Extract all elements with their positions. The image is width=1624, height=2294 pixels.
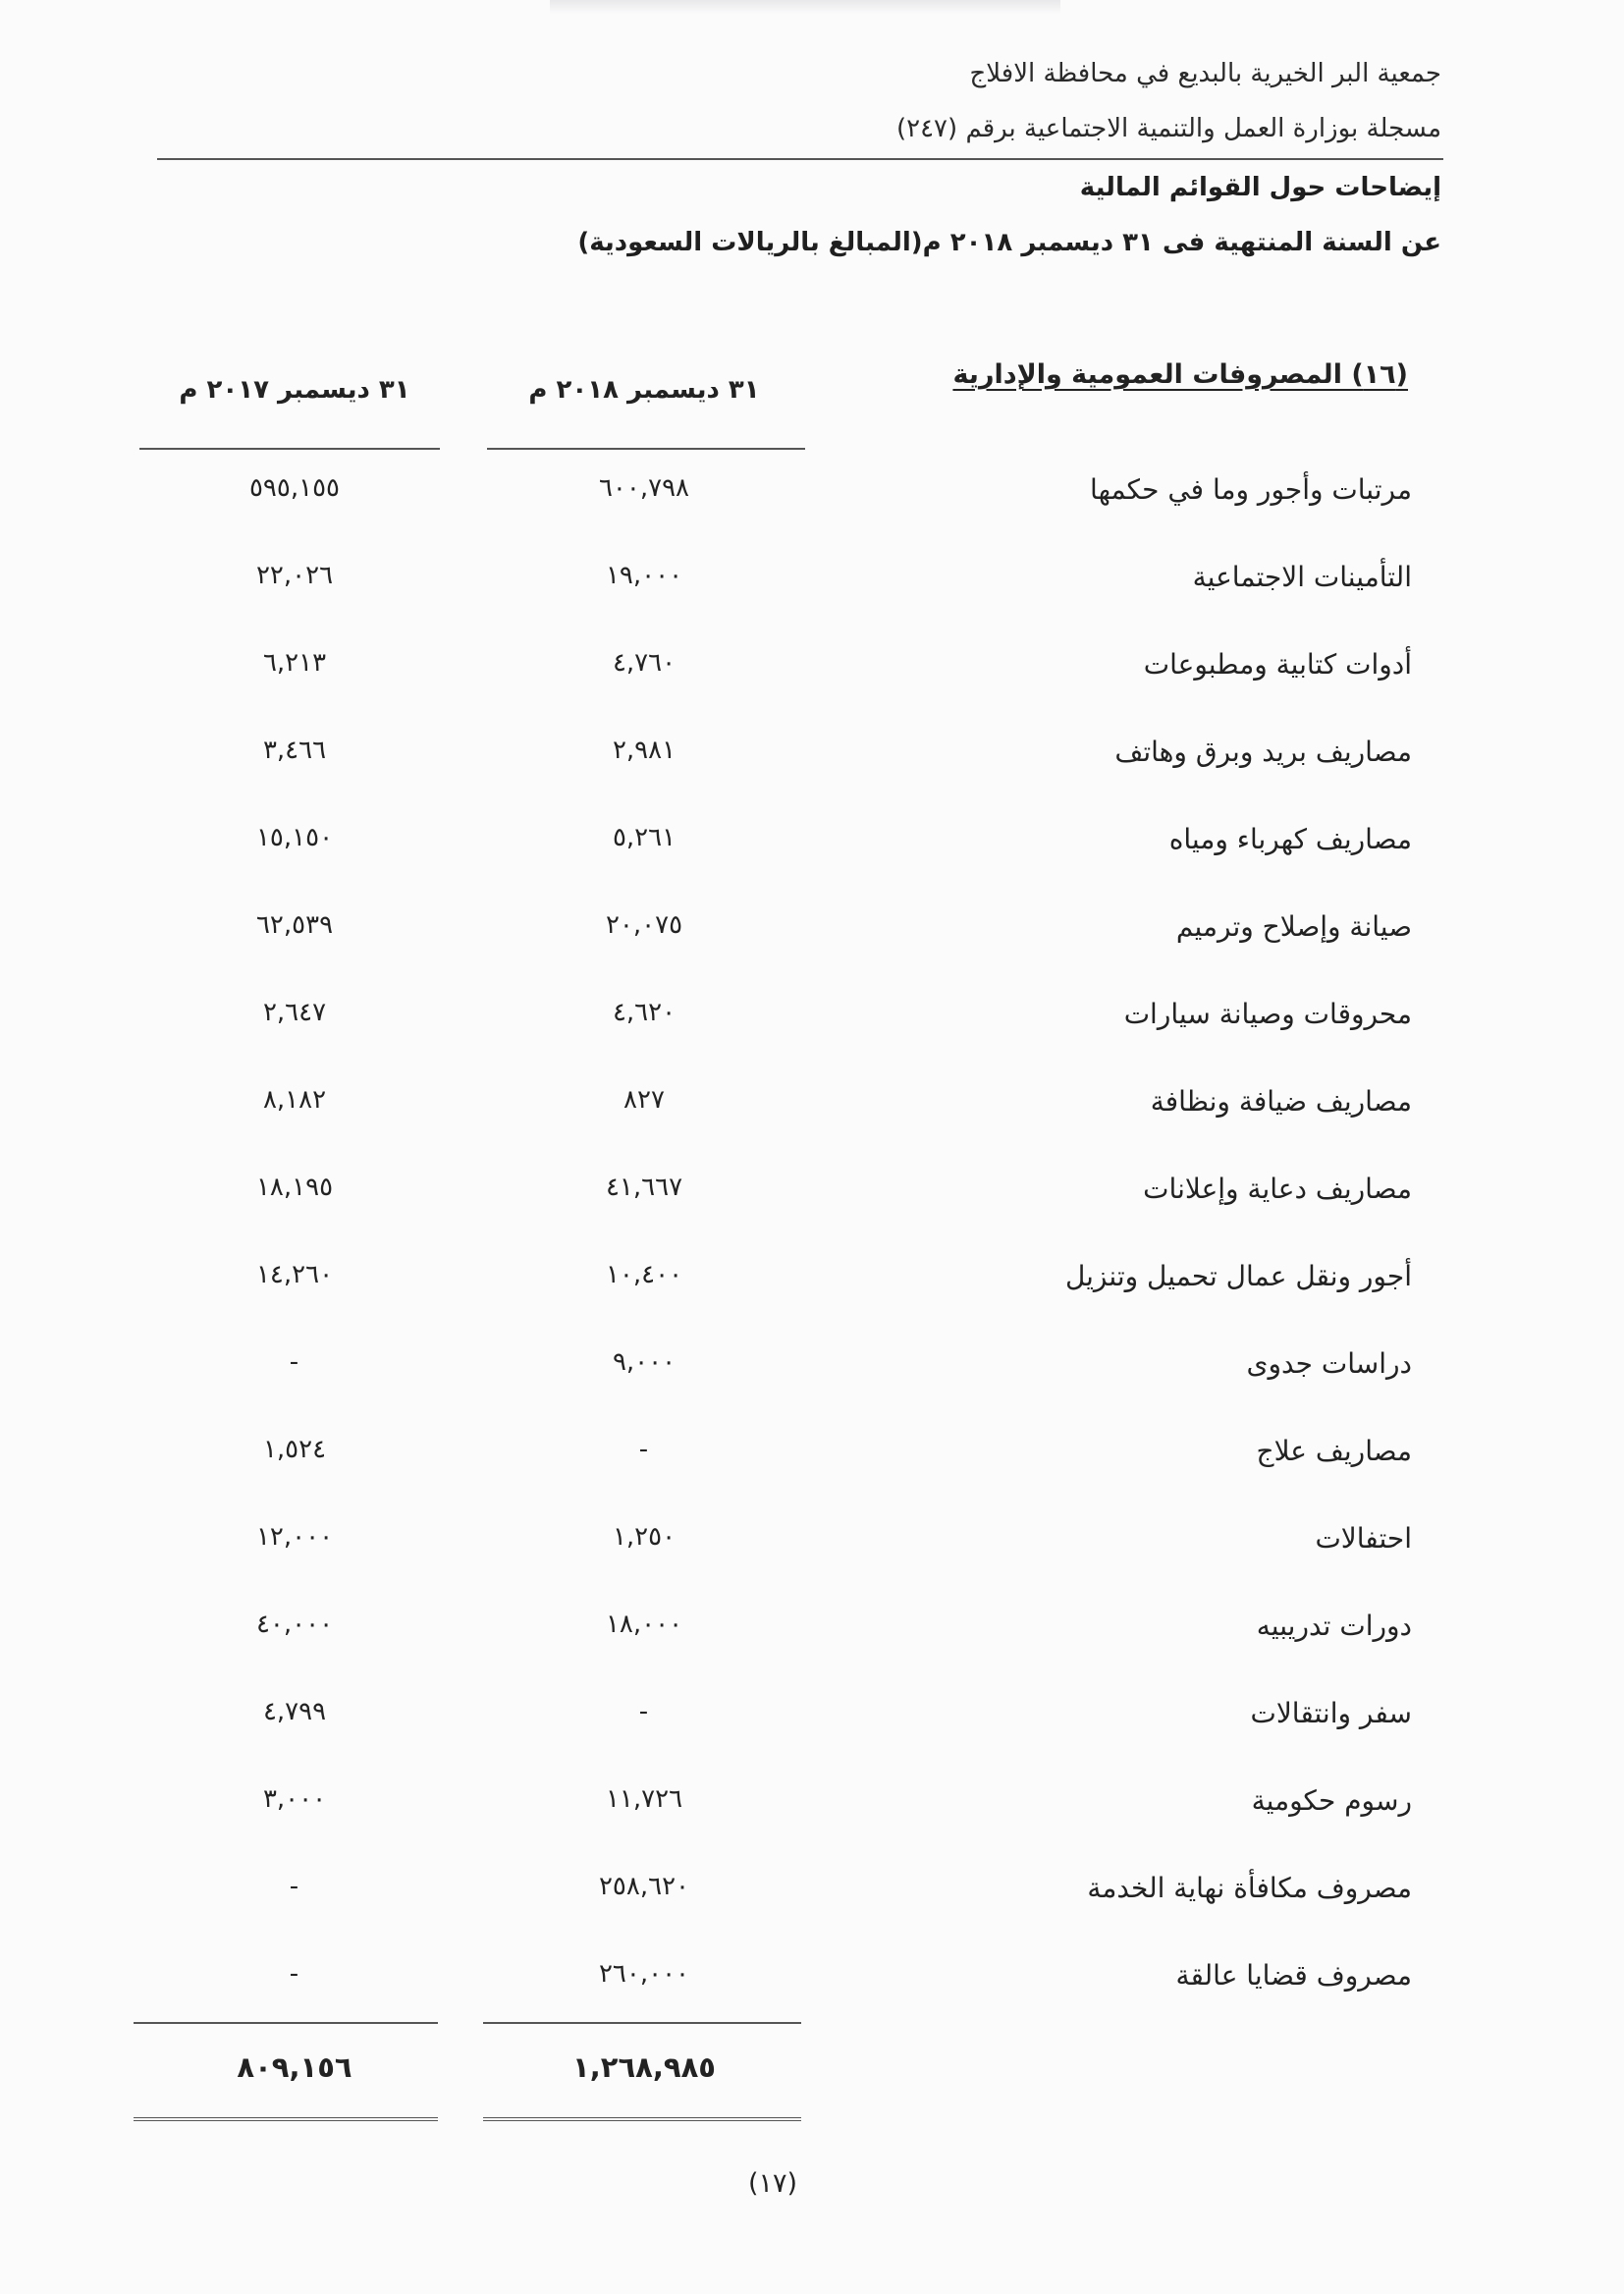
value-2017: ١,٥٢٤ — [262, 1435, 327, 1464]
total-top-rule-2017 — [134, 2022, 438, 2024]
row-label: دورات تدريبيه — [1256, 1610, 1412, 1642]
row-label: التأمينات الاجتماعية — [1192, 561, 1412, 593]
period-line: عن السنة المنتهية فى ٣١ ديسمبر ٢٠١٨ م(المبالغ بالريالات السعودية) — [577, 228, 1441, 257]
table-row — [0, 1435, 1624, 1474]
value-2017: - — [289, 1347, 300, 1377]
value-2018: - — [638, 1435, 650, 1464]
header-underline-2017 — [139, 448, 440, 450]
total-double-rule-2017 — [134, 2117, 438, 2121]
table-row — [0, 910, 1624, 950]
value-2018: ٤,٦٢٠ — [612, 998, 677, 1027]
value-2017: ٣,٤٦٦ — [262, 736, 327, 765]
notes-title: إيضاحات حول القوائم المالية — [1079, 173, 1441, 202]
row-label: مصروف قضايا عالقة — [1175, 1959, 1412, 1992]
header-divider — [157, 158, 1443, 160]
table-row — [0, 1959, 1624, 1998]
table-row — [0, 1260, 1624, 1299]
page-number: (١٧) — [747, 2168, 798, 2199]
table-row — [0, 1784, 1624, 1824]
table-row — [0, 998, 1624, 1037]
value-2017: ٤,٧٩٩ — [262, 1697, 327, 1726]
value-2017: - — [289, 1959, 300, 1989]
value-2018: ١٩,٠٠٠ — [605, 561, 683, 590]
row-label: مصاريف دعاية وإعلانات — [1143, 1173, 1412, 1205]
table-row — [0, 1610, 1624, 1649]
row-label: صيانة وإصلاح وترميم — [1175, 910, 1412, 943]
value-2018: ٢٦٠,٠٠٠ — [598, 1959, 690, 1989]
column-header-2018: ٣١ ديسمبر ٢٠١٨ م — [528, 375, 760, 405]
value-2018: ١٨,٠٠٠ — [605, 1610, 683, 1639]
header-underline-2018 — [487, 448, 805, 450]
value-2017: ٦٢,٥٣٩ — [255, 910, 334, 940]
row-label: رسوم حكومية — [1251, 1784, 1412, 1817]
row-label: مرتبات وأجور وما في حكمها — [1090, 473, 1412, 506]
table-row — [0, 1522, 1624, 1561]
value-2018: ٥,٢٦١ — [612, 823, 677, 852]
value-2018: ٩,٠٠٠ — [612, 1347, 677, 1377]
total-row — [0, 2050, 1624, 2090]
row-label: مصروف مكافأة نهاية الخدمة — [1087, 1872, 1412, 1904]
row-label: دراسات جدوى — [1246, 1347, 1412, 1380]
table-row — [0, 1173, 1624, 1212]
value-2017: ٥٩٥,١٥٥ — [248, 473, 341, 503]
scan-shadow — [550, 0, 1060, 14]
value-2017: ١٨,١٩٥ — [255, 1173, 334, 1202]
value-2017: - — [289, 1872, 300, 1901]
total-2017: ٨٠٩,١٥٦ — [237, 2050, 352, 2084]
column-header-2017: ٣١ ديسمبر ٢٠١٧ م — [179, 375, 410, 405]
value-2017: ٨,١٨٢ — [262, 1085, 327, 1115]
value-2018: ١,٢٥٠ — [612, 1522, 677, 1552]
row-label: أجور ونقل عمال تحميل وتنزيل — [1064, 1260, 1412, 1292]
row-label: مصاريف علاج — [1256, 1435, 1412, 1467]
table-row — [0, 1697, 1624, 1736]
value-2017: ٤٠,٠٠٠ — [255, 1610, 334, 1639]
table-row — [0, 1347, 1624, 1387]
registration-line: مسجلة بوزارة العمل والتنمية الاجتماعية برقم (٢٤٧) — [895, 114, 1441, 143]
section-title: (١٦) المصروفات العمومية والإدارية — [952, 359, 1408, 390]
table-row — [0, 736, 1624, 775]
value-2018: ٨٢٧ — [623, 1085, 665, 1115]
row-label: مصاريف ضيافة ونظافة — [1150, 1085, 1412, 1118]
value-2017: ٣,٠٠٠ — [262, 1784, 327, 1814]
value-2018: ٤,٧٦٠ — [612, 648, 677, 678]
value-2018: ٦٠٠,٧٩٨ — [598, 473, 690, 503]
table-row — [0, 561, 1624, 600]
value-2018: ٢٥٨,٦٢٠ — [598, 1872, 690, 1901]
table-row — [0, 1872, 1624, 1911]
row-label: مصاريف كهرباء ومياه — [1168, 823, 1412, 855]
value-2017: ١٤,٢٦٠ — [255, 1260, 334, 1289]
org-name: جمعية البر الخيرية بالبديع في محافظة الافلاج — [969, 59, 1441, 88]
row-label: محروقات وصيانة سيارات — [1123, 998, 1412, 1030]
row-label: احتفالات — [1315, 1522, 1412, 1555]
value-2018: ١١,٧٢٦ — [605, 1784, 683, 1814]
table-row — [0, 473, 1624, 513]
value-2018: ٢٠,٠٧٥ — [605, 910, 683, 940]
value-2017: ١٥,١٥٠ — [255, 823, 334, 852]
total-top-rule-2018 — [483, 2022, 801, 2024]
table-row — [0, 823, 1624, 862]
table-row — [0, 1085, 1624, 1124]
row-label: مصاريف بريد وبرق وهاتف — [1114, 736, 1412, 768]
value-2017: ١٢,٠٠٠ — [255, 1522, 334, 1552]
value-2017: ٢,٦٤٧ — [262, 998, 327, 1027]
value-2018: ٢,٩٨١ — [612, 736, 677, 765]
value-2017: ٢٢,٠٢٦ — [255, 561, 334, 590]
table-row — [0, 648, 1624, 687]
row-label: سفر وانتقالات — [1250, 1697, 1412, 1729]
value-2018: ٤١,٦٦٧ — [605, 1173, 683, 1202]
row-label: أدوات كتابية ومطبوعات — [1143, 648, 1412, 681]
total-double-rule-2018 — [483, 2117, 801, 2121]
total-2018: ١,٢٦٨,٩٨٥ — [572, 2050, 716, 2084]
value-2017: ٦,٢١٣ — [262, 648, 327, 678]
value-2018: - — [638, 1697, 650, 1726]
value-2018: ١٠,٤٠٠ — [605, 1260, 683, 1289]
